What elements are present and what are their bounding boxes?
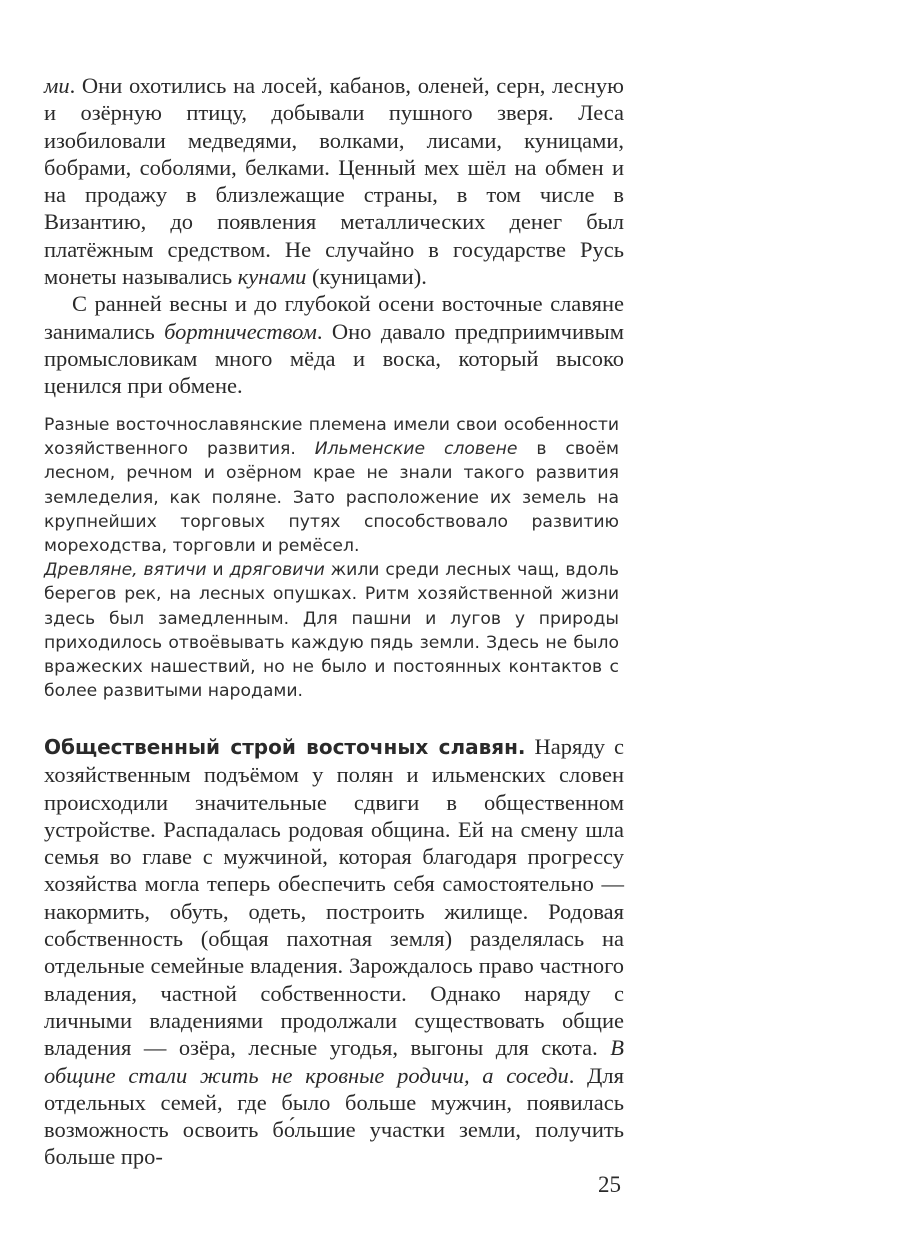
sidebar-paragraph-2 xyxy=(44,558,619,703)
italic-term-bortnichestvo: бортничеством xyxy=(164,318,317,344)
italic-term-ilmen-slovene: Ильменские словене xyxy=(314,439,518,460)
section-heading: Общественный строй восточных славян. xyxy=(44,735,526,759)
paragraph-hunting xyxy=(44,72,624,290)
italic-statement: В общине стали жить не кровные родичи, а соседи xyxy=(44,1035,624,1088)
sidebar-text-tail: в своём лесном, речном и озёрном крае не знали такого развития земледелия, как поляне. Зато расположение их земель на крупнейших торговых путях способствовало развитию мореходства, торговли и ремёсел. xyxy=(44,439,619,557)
paragraph-text-tail: (куницами). xyxy=(306,264,427,290)
sidebar-note xyxy=(44,413,619,703)
paragraph-text-tail: . Оно давало предприимчивым промысловикам много мёда и воска, который высоко ценился при обмене. xyxy=(44,318,624,399)
text-block-social-order xyxy=(44,733,624,1171)
sidebar-paragraph-1 xyxy=(44,413,619,558)
italic-term-dregovichi: дряговичи xyxy=(229,560,325,581)
sidebar-text-tail: жили среди лесных чащ, вдоль берегов рек, на лесных опушках. Ритм хозяйственной жизни здесь был замедленным. Для пашни и лугов у природы приходилось отвоёвывать каждую пядь земли. Здесь не было вражеских нашествий, но не было и постоянных контактов с более развитыми народами. xyxy=(44,560,619,702)
paragraph-social-order xyxy=(44,733,624,1171)
italic-term-drevlyane-vyatichi: Древляне, вятичи xyxy=(44,560,207,581)
paragraph-text: Наряду с хозяйственным подъёмом у полян и ильменских словен происходили значительные сдвиги в общественном устройстве. Распадалась родовая община. Ей на смену шла семья во главе с мужчиной, которая благодаря прогрессу хозяйства могла теперь обеспечить себя самостоятельно — накормить, обуть, одеть, построить жилище. Родовая собственность (общая пахотная земля) разделялась на отдельные семейные владения. Зарождалось право частного владения, частной собственности. Однако наряду с личными владениями продолжали существовать общие владения — озёра, лесные угодья, выгоны для скота. xyxy=(44,734,624,1061)
paragraph-text: . Они охотились на лосей, кабанов, оленей, серн, лесную и озёрную птицу, добывали пушного зверя. Леса изобиловали медведями, волками, лисами, куницами, бобрами, соболями, белками. Ценный мех шёл на обмен и на продажу в близлежащие страны, в том числе в Византию, до появления металлических денег был платёжным средством. Не случайно в государстве Русь монеты назывались xyxy=(44,73,624,290)
italic-word-fragment: ми xyxy=(44,73,70,98)
sidebar-conjunction: и xyxy=(206,560,230,581)
paragraph-text-tail: . Для отдельных семей, где было больше мужчин, появилась возможность освоить бо́льшие участки земли, получить больше про- xyxy=(44,1062,624,1170)
sidebar-text: Разные восточнославянские племена имели свои особенности хозяйственного развития. xyxy=(44,415,619,460)
paragraph-beekeeping xyxy=(44,290,624,399)
paragraph-text: С ранней весны и до глубокой осени восточные славяне занимались xyxy=(44,291,624,344)
page-number: 25 xyxy=(598,1172,621,1197)
text-block-hunting xyxy=(44,72,624,400)
italic-term-kunami: кунами xyxy=(237,264,307,290)
